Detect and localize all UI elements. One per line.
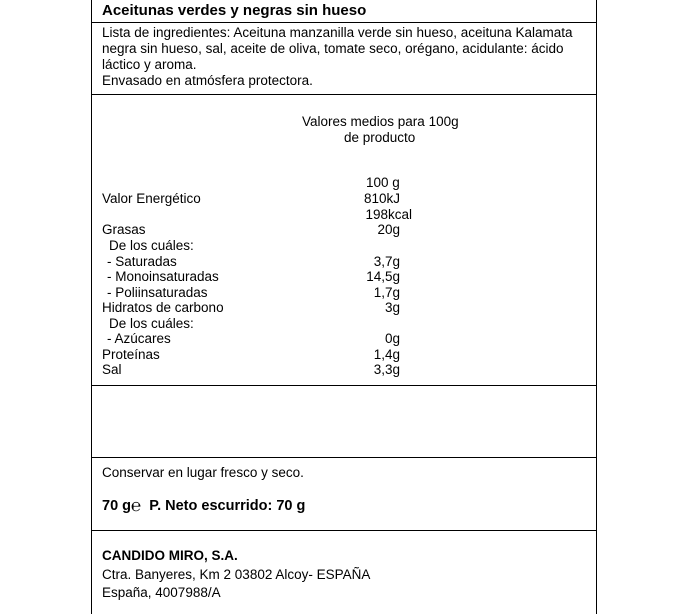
ingredients-line-3: láctico y aroma.: [102, 57, 197, 72]
nutrition-value-protein: 1,4g: [373, 347, 400, 362]
nutrition-label-monounsaturated: - Monoinsaturadas: [107, 269, 219, 284]
company-registry: España, 4007988/A: [102, 585, 221, 600]
nutrition-label-carbs-of-which: De los cuáles:: [109, 316, 194, 331]
nutrition-label-protein: Proteínas: [102, 347, 160, 362]
nutrition-portion: 100 g: [366, 175, 400, 190]
nutrition-label-fat-of-which: De los cuáles:: [109, 238, 194, 253]
nutrition-label-carbohydrates: Hidratos de carbono: [102, 300, 224, 315]
nutrition-value-sugars: 0g: [384, 331, 400, 346]
storage-instructions: Conservar en lugar fresco y seco.: [102, 465, 304, 480]
net-weight: 70 g: [102, 498, 132, 514]
nutrition-header-line-2: de producto: [344, 130, 416, 145]
nutrition-label-fat: Grasas: [102, 222, 146, 237]
estimated-sign-icon: ℮: [131, 496, 142, 515]
divider-net: [91, 530, 597, 531]
nutrition-value-energy-kj: 810kJ: [363, 191, 400, 206]
nutrition-label-energy: Valor Energético: [102, 191, 201, 206]
ingredients-line-2: negra sin hueso, sal, aceite de oliva, tomate seco, orégano, acidulante: ácido: [102, 41, 564, 56]
ingredients-line-1: Lista de ingredientes: Aceituna manzanilla verde sin hueso, aceituna Kalamata: [102, 25, 573, 40]
nutrition-value-salt: 3,3g: [373, 362, 400, 377]
company-address: Ctra. Banyeres, Km 2 03802 Alcoy- ESPAÑA: [102, 567, 371, 582]
nutrition-header-line-1: Valores medios para 100g: [302, 114, 459, 129]
net-weight-line: [102, 498, 305, 514]
nutrition-label-polyunsaturated: - Poliinsaturadas: [107, 285, 208, 300]
nutrition-label-saturated: - Saturadas: [107, 254, 177, 269]
divider-ingredients: [91, 94, 597, 95]
nutrition-value-polyunsaturated: 1,7g: [373, 285, 400, 300]
nutrition-value-energy-kcal: 198kcal: [365, 207, 412, 222]
divider-title: [91, 22, 597, 23]
divider-nutrition: [91, 385, 597, 386]
drained-weight: P. Neto escurrido: 70 g: [149, 498, 306, 514]
company-name: CANDIDO MIRO, S.A.: [102, 548, 238, 563]
nutrition-label-salt: Sal: [102, 362, 122, 377]
nutrition-label-sugars: - Azúcares: [107, 331, 171, 346]
nutrition-value-fat: 20g: [377, 222, 400, 237]
nutrition-value-carbohydrates: 3g: [384, 300, 400, 315]
product-title: Aceitunas verdes y negras sin hueso: [102, 2, 367, 19]
nutrition-value-saturated: 3,7g: [373, 254, 400, 269]
packaging-note: Envasado en atmósfera protectora.: [102, 73, 313, 88]
divider-storage: [91, 457, 597, 458]
nutrition-value-monounsaturated: 14,5g: [366, 269, 400, 284]
